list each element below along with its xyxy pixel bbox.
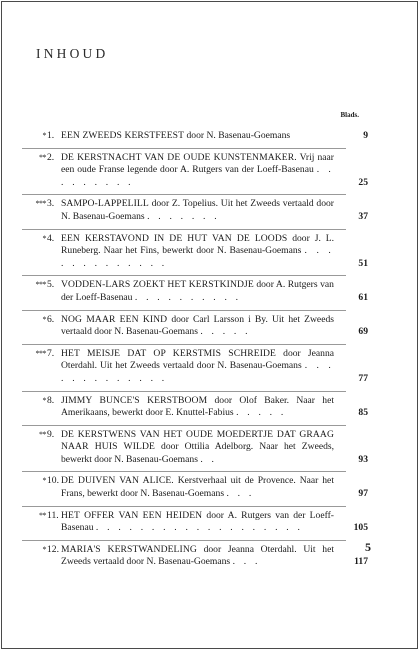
- asterisk-marker: *: [42, 544, 46, 554]
- entry-credit: door Z. Topelius. Uit het Zweeds vertaald door N. Basenau-Goemans: [61, 198, 334, 222]
- toc-entry: * 12. MARIA'S KERSTWANDELING door Jeanna Oterdahl. Uit het Zweeds vertaald door N. Basenau-Goemans . . . 117: [22, 541, 346, 574]
- entry-number: 3.: [47, 198, 55, 210]
- asterisk-marker: ***: [35, 199, 46, 209]
- asterisk-marker: *: [42, 131, 46, 140]
- toc-entry: ** 11. HET OFFER VAN EEN HEIDEN door A. Rutgers van der Loeff-Basenau . . . . . . . . . . . . . . . . . . . 105: [22, 507, 346, 541]
- entry-page: 37: [358, 210, 368, 222]
- toc-entry: * 6. NOG MAAR EEN KIND door Carl Larsson i By. Uit het Zweeds vertaald door N. Basenau-Goemans . . . . . 69: [22, 311, 346, 345]
- entry-credit: Vrij naar een oude Franse legende door A. Rutgers van der Loeff-Basenau: [61, 151, 334, 176]
- asterisk-marker: **: [39, 152, 46, 162]
- entry-number: 10.: [47, 475, 59, 487]
- entry-number: 2.: [47, 151, 55, 163]
- entry-page: 9: [363, 130, 368, 141]
- entry-number: 11.: [47, 509, 59, 521]
- footer-page-number: 5: [365, 540, 371, 554]
- page-column-label: Blads.: [340, 111, 359, 119]
- entry-credit: door Jeanna Oterdahl. Uit het Zweeds vertaald door N. Basenau-Goemans: [61, 347, 335, 372]
- asterisk-marker: *: [42, 395, 46, 405]
- entry-title: DE KERSTWENS VAN HET OUDE MOEDERTJE DAT GRAAG NAAR HUIS WILDE: [61, 428, 334, 453]
- asterisk-marker: ***: [35, 348, 46, 358]
- toc-entry: [22, 127, 368, 149]
- entry-page: 77: [358, 372, 368, 384]
- entry-title: EEN KERSTAVOND IN DE HUT VAN DE LOODS: [61, 232, 288, 244]
- entry-credit: door Jeanna Oterdahl. Uit het Zweeds vertaald door N. Basenau-Goemans: [61, 543, 334, 568]
- entry-credit: Kerstverhaal uit de Provence. Naar het Frans, bewerkt door N. Basenau-Goemans: [61, 475, 334, 500]
- entry-page: 25: [358, 176, 368, 188]
- table-of-contents: [22, 127, 368, 574]
- asterisk-marker: **: [39, 429, 46, 439]
- entry-number: 6.: [47, 313, 55, 325]
- entry-credit: door Ottilia Adelborg. Naar het Zweeds, bewerkt door N. Basenau-Goemans: [61, 441, 335, 465]
- entry-title: MARIA'S KERSTWANDELING: [61, 543, 197, 555]
- entry-title: NOG MAAR EEN KIND: [61, 313, 168, 325]
- toc-entry: ** 9. DE KERSTWENS VAN HET OUDE MOEDERTJE DAT GRAAG NAAR HUIS WILDE door Ottilia Adelborg. Naar het Zweeds, bewerkt door N. Basenau-Goemans . . 93: [22, 426, 346, 473]
- entry-title: SAMPO-LAPPELILL: [61, 198, 149, 210]
- asterisk-marker: ***: [35, 280, 46, 290]
- entry-credit: door N. Basenau-Goemans: [184, 130, 291, 141]
- entry-title: DE KERSTNACHT VAN DE OUDE KUNSTENMAKER.: [61, 151, 297, 163]
- asterisk-marker: *: [42, 476, 46, 486]
- entry-number: 4.: [47, 232, 55, 244]
- entry-number: 9.: [47, 428, 55, 440]
- entry-page: 85: [358, 407, 368, 419]
- entry-number: 1.: [47, 130, 55, 141]
- entry-title: JIMMY BUNCE'S KERSTBOOM: [61, 394, 208, 406]
- entry-page: 69: [358, 326, 368, 338]
- entry-page: 61: [358, 291, 368, 303]
- asterisk-marker: *: [42, 233, 46, 243]
- entry-number: 7.: [47, 347, 55, 359]
- toc-entry: *** 3. SAMPO-LAPPELILL door Z. Topelius. Uit het Zweeds vertaald door N. Basenau-Goemans . . . . . . . 37: [22, 195, 346, 229]
- entry-credit: door A. Rutgers van der Loeff-Basenau: [61, 509, 334, 534]
- entry-title: VODDEN-LARS ZOEKT HET KERSTKINDJE: [61, 279, 254, 291]
- page-title: INHOUD: [36, 46, 109, 61]
- entry-page: 97: [358, 488, 368, 500]
- asterisk-marker: *: [42, 314, 46, 324]
- toc-entry: * 4. EEN KERSTAVOND IN DE HUT VAN DE LOODS door J. L. Runeberg. Naar het Fins, bewerkt door N. Basenau-Goemans . . . . . . . . . . . . . 51: [22, 230, 346, 277]
- entry-number: 12.: [47, 543, 59, 555]
- entry-credit: door Olof Baker. Naar het Amerikaans, bewerkt door E. Knuttel-Fabius: [61, 394, 334, 419]
- toc-entry: *** 7. HET MEISJE DAT OP KERSTMIS SCHREIDE door Jeanna Oterdahl. Uit het Zweeds vertaald door N. Basenau-Goemans . . . . . . . . . . . . . 77: [22, 345, 346, 392]
- entry-page: 117: [354, 556, 368, 568]
- toc-entry: ** 2. DE KERSTNACHT VAN DE OUDE KUNSTENMAKER. Vrij naar een oude Franse legende door A. Rutgers van der Loeff-Basenau . . . . . . . . . 25: [22, 149, 346, 196]
- entry-credit: door Carl Larsson i By. Uit het Zweeds vertaald door N. Basenau-Goemans: [61, 313, 334, 338]
- entry-title: HET OFFER VAN EEN HEIDEN: [61, 509, 203, 521]
- entry-title: HET MEISJE DAT OP KERSTMIS SCHREIDE: [61, 347, 277, 359]
- entry-title: DE DUIVEN VAN ALICE.: [61, 475, 174, 487]
- entry-number: 5.: [47, 279, 55, 291]
- entry-page: 51: [358, 257, 368, 269]
- toc-entry: * 10. DE DUIVEN VAN ALICE. Kerstverhaal uit de Provence. Naar het Frans, bewerkt door N. Basenau-Goemans . . . 97: [22, 472, 346, 506]
- asterisk-marker: **: [39, 510, 46, 520]
- entry-title: EEN ZWEEDS KERSTFEEST: [61, 130, 185, 141]
- toc-entry: * 8. JIMMY BUNCE'S KERSTBOOM door Olof Baker. Naar het Amerikaans, bewerkt door E. Knuttel-Fabius . . . . . 85: [22, 392, 346, 426]
- entry-number: 8.: [47, 394, 55, 406]
- entry-credit: door A. Rutgers van der Loeff-Basenau: [61, 279, 334, 303]
- entry-page: 93: [358, 453, 368, 465]
- entry-credit: door J. L. Runeberg. Naar het Fins, bewerkt door N. Basenau-Goemans: [61, 232, 335, 257]
- toc-entry: *** 5. VODDEN-LARS ZOEKT HET KERSTKINDJE door A. Rutgers van der Loeff-Basenau . . . . . . . . . . 61: [22, 276, 346, 310]
- entry-page: 105: [353, 522, 368, 534]
